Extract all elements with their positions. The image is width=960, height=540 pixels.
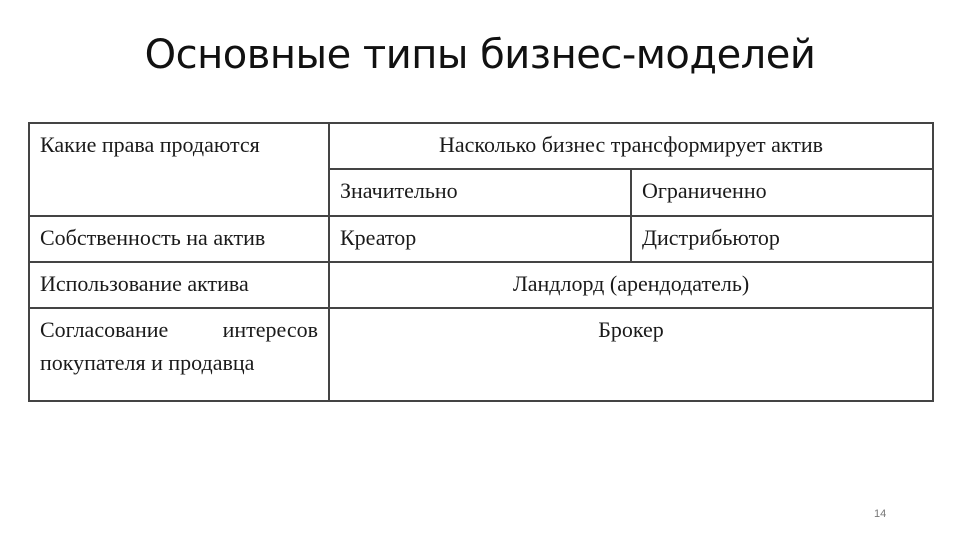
- header-transformation: Насколько бизнес трансформирует актив: [329, 123, 933, 169]
- cell-creator: Креатор: [329, 216, 631, 262]
- subheader-significantly: Значительно: [329, 169, 631, 215]
- table-row: [29, 123, 933, 169]
- row-label-matching-line1: Согласование интересов: [40, 317, 318, 343]
- header-rights-sold: Какие права продаются: [29, 123, 329, 216]
- table-row: [29, 262, 933, 308]
- cell-landlord: Ландлорд (арендодатель): [329, 262, 933, 308]
- slide-title: Основные типы бизнес-моделей: [144, 32, 816, 78]
- row-label-ownership: Собственность на актив: [29, 216, 329, 262]
- row-label-matching: [29, 308, 329, 401]
- table-row: [29, 308, 933, 401]
- subheader-limited: Ограниченно: [631, 169, 933, 215]
- page-number: 14: [874, 508, 887, 520]
- business-models-table: [28, 122, 934, 402]
- cell-distributor: Дистрибьютор: [631, 216, 933, 262]
- row-label-usage: Использование актива: [29, 262, 329, 308]
- cell-broker: Брокер: [329, 308, 933, 401]
- row-label-matching-line2: покупателя и продавца: [40, 350, 255, 376]
- table-row: [29, 216, 933, 262]
